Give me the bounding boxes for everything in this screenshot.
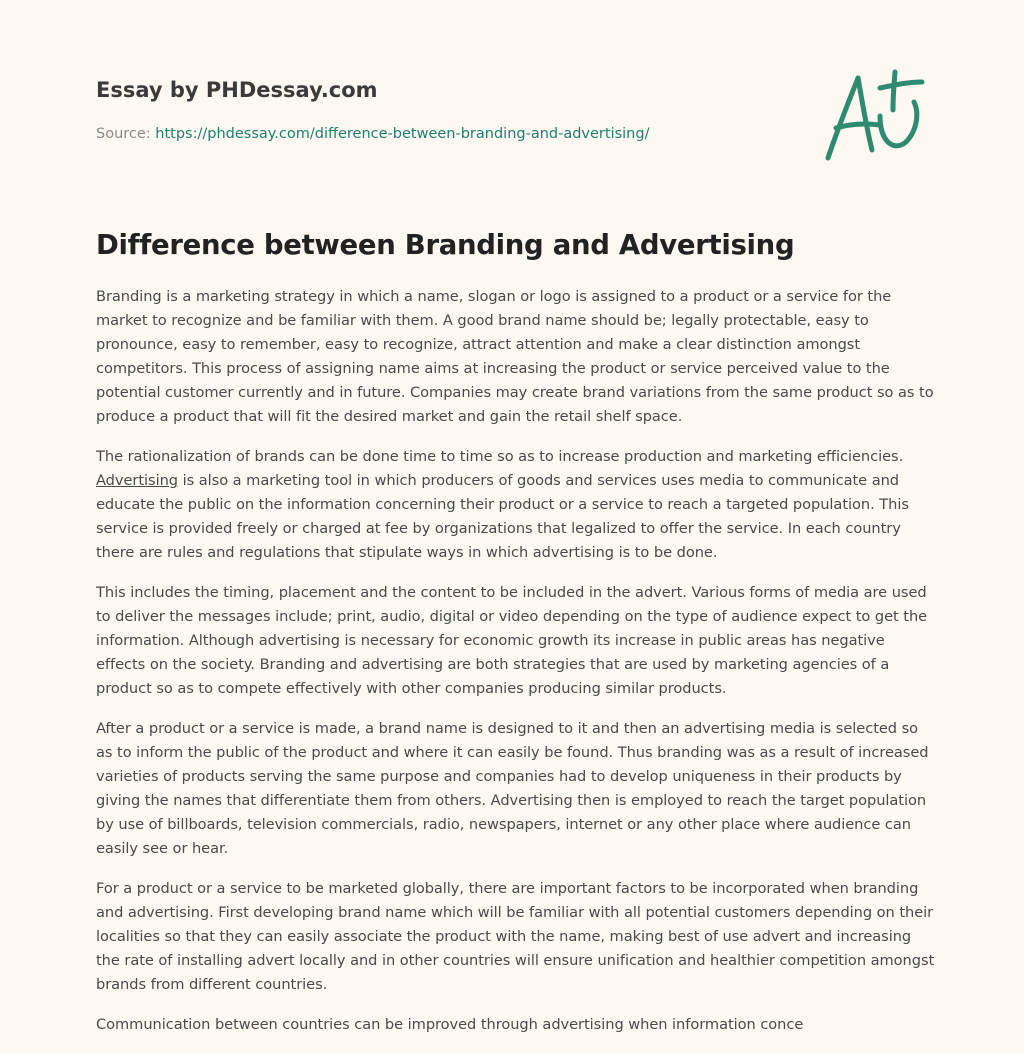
paragraph-3: This includes the timing, placement and the content to be included in the advert. Various forms of media are used to deliver the messages include; print, audio, digital or video depending on the type of audience expect to get the information. Although advertising is necessary for economic growth its increase in public areas has negative effects on the society. Branding and advertising are both strategies that are used by marketing agencies of a product so as to compete effectively with other companies producing similar products. bbox=[96, 584, 928, 697]
site-title: Essay by PHDessay.com bbox=[96, 78, 378, 102]
paragraph-5: For a product or a service to be marketed globally, there are important factors to be incorporated when branding and advertising. First developing brand name which will be familiar with all potential customers depending on their localities so that they can easily associate the product with the name, making best of use advert and increasing the rate of installing advert locally and in other countries will ensure unification and healthier competition amongst brands from different countries. bbox=[96, 880, 935, 993]
a-plus-grade-icon bbox=[822, 68, 928, 164]
source-line bbox=[96, 124, 796, 144]
article-body bbox=[96, 285, 936, 1053]
essay-header bbox=[96, 76, 796, 144]
advertising-link[interactable]: Advertising bbox=[96, 472, 179, 489]
paragraph-6: Communication between countries can be improved through advertising when information conce bbox=[96, 1016, 804, 1033]
paragraph-1: Branding is a marketing strategy in which a name, slogan or logo is assigned to a product or a service for the market to recognize and be familiar with them. A good brand name should be; legally protectable, easy to pronounce, easy to remember, easy to recognize, attract attention and make a clear distinction amongst competitors. This process of assigning name aims at increasing the product or service perceived value to the potential customer currently and in future. Companies may create brand variations from the same product so as to produce a product that will fit the desired market and gain the retail shelf space. bbox=[96, 288, 934, 425]
article-title: Difference between Branding and Advertising bbox=[96, 229, 795, 261]
paragraph-4: After a product or a service is made, a brand name is designed to it and then an advertising media is selected so as to inform the public of the product and where it can easily be found. Thus branding was as a result of increased varieties of products serving the same purpose and companies had to develop uniqueness in their products by giving the names that differentiate them from others. Advertising then is employed to reach the target population by use of billboards, television commercials, radio, newspapers, internet or any other place where audience can easily see or hear. bbox=[96, 720, 929, 857]
paragraph-2 bbox=[96, 445, 936, 565]
paragraph-2-end: is also a marketing tool in which producers of goods and services uses media to communicate and educate the public on the information concerning their product or a service to reach a targeted population. This service is provided freely or charged at fee by organizations that legalized to offer the service. In each country there are rules and regulations that stipulate ways in which advertising is to be done. bbox=[96, 472, 909, 561]
paragraph-2-start: The rationalization of brands can be done time to time so as to increase production and marketing efficiencies. bbox=[96, 448, 904, 465]
source-link[interactable]: https://phdessay.com/difference-between-branding-and-advertising/ bbox=[155, 126, 650, 142]
source-label: Source: bbox=[96, 126, 156, 142]
